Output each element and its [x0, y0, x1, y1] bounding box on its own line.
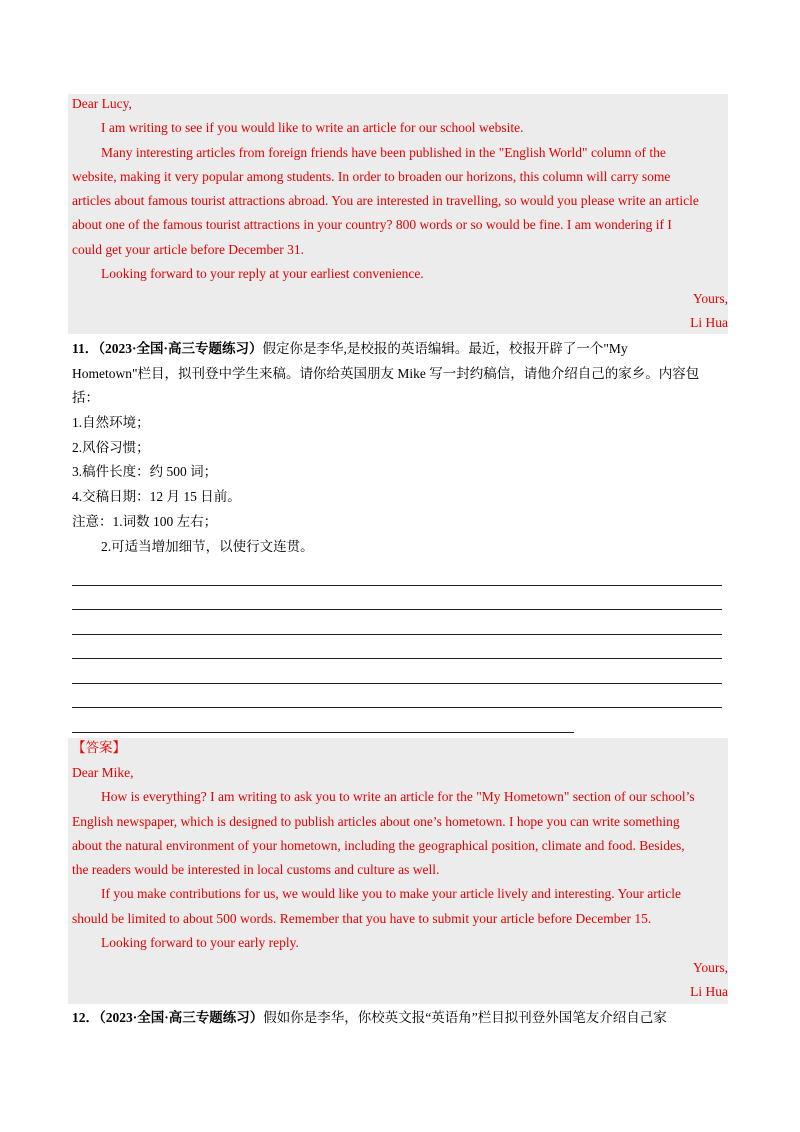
answer-writing-line: [72, 609, 722, 610]
letter1-paragraph: website, making it very popular among students. In order to broaden our horizons, this column will carry some: [72, 169, 671, 184]
answer-closing: Yours,: [692, 960, 728, 975]
question-11-header: [72, 339, 628, 359]
answer-paragraph: the readers would be interested in local customs and culture as well.: [72, 862, 440, 877]
answer-paragraph: about the natural environment of your hometown, including the geographical position, climate and food. Besides,: [72, 838, 685, 853]
question-prompt: 括：: [72, 390, 99, 405]
letter1-paragraph: Looking forward to your reply at your earliest convenience.: [101, 266, 424, 281]
answer-label: 【答案】: [72, 740, 126, 755]
question-number: 11．: [72, 341, 99, 356]
answer-writing-line: [72, 658, 722, 659]
question-number: 12．: [72, 1010, 99, 1025]
answer-paragraph: should be limited to about 500 words. Remember that you have to submit your article before December 15.: [72, 911, 652, 926]
answer-writing-line: [72, 634, 722, 635]
answer-writing-line: [72, 683, 722, 684]
letter1-paragraph: I am writing to see if you would like to write an article for our school website.: [101, 120, 524, 135]
answer-paragraph: Looking forward to your early reply.: [101, 935, 299, 950]
question-prompt: 假如你是李华，你校英文报“英语角”栏目拟刊登外国笔友介绍自己家: [263, 1010, 667, 1025]
question-prompt: Hometown"栏目，拟刊登中学生来稿。请你给英国朋友 Mike 写一封约稿信，请他介绍自己的家乡。内容包: [72, 366, 700, 381]
letter1-paragraph: Many interesting articles from foreign friends have been published in the "English World" column of the: [101, 145, 666, 160]
requirement-item: 3.稿件长度：约 500 词；: [72, 464, 218, 479]
answer-paragraph: How is everything? I am writing to ask you to write an article for the "My Hometown" section of our school’s: [101, 789, 695, 804]
note-item: 注意：1.词数 100 左右；: [72, 514, 218, 529]
answer-paragraph: English newspaper, which is designed to publish articles about one’s hometown. I hope you can write something: [72, 814, 680, 829]
letter1-signature: Li Hua: [690, 315, 728, 330]
answer-paragraph: If you make contributions for us, we would like you to make your article lively and interesting. Your article: [101, 886, 681, 901]
question-12-header: [72, 1008, 667, 1028]
answer-writing-line: [72, 732, 574, 733]
letter1-paragraph: about one of the famous tourist attractions in your country? 800 words or so would be fine. I am wondering if I: [72, 217, 672, 232]
answer-signature: Li Hua: [690, 984, 728, 999]
letter1-closing: Yours,: [692, 291, 728, 306]
note-item: 2.可适当增加细节，以使行文连贯。: [101, 539, 314, 554]
letter1-paragraph: articles about famous tourist attractions abroad. You are interested in travelling, so would you please write an article: [72, 193, 699, 208]
requirement-item: 4.交稿日期：12 月 15 日前。: [72, 489, 241, 504]
letter1-paragraph: could get your article before December 31.: [72, 242, 305, 257]
question-prompt: 假定你是李华,是校报的英语编辑。最近，校报开辟了一个"My: [262, 341, 628, 356]
answer-greeting: Dear Mike,: [72, 765, 134, 780]
requirement-item: 2.风俗习惯；: [72, 440, 150, 455]
question-source: （2023·全国·高三专题练习）: [98, 341, 263, 356]
answer-writing-line: [72, 707, 722, 708]
answer-writing-line: [72, 585, 722, 586]
requirement-item: 1.自然环境；: [72, 415, 150, 430]
letter1-greeting: Dear Lucy,: [72, 96, 132, 111]
question-source: （2023·全国·高三专题练习）: [99, 1010, 264, 1025]
